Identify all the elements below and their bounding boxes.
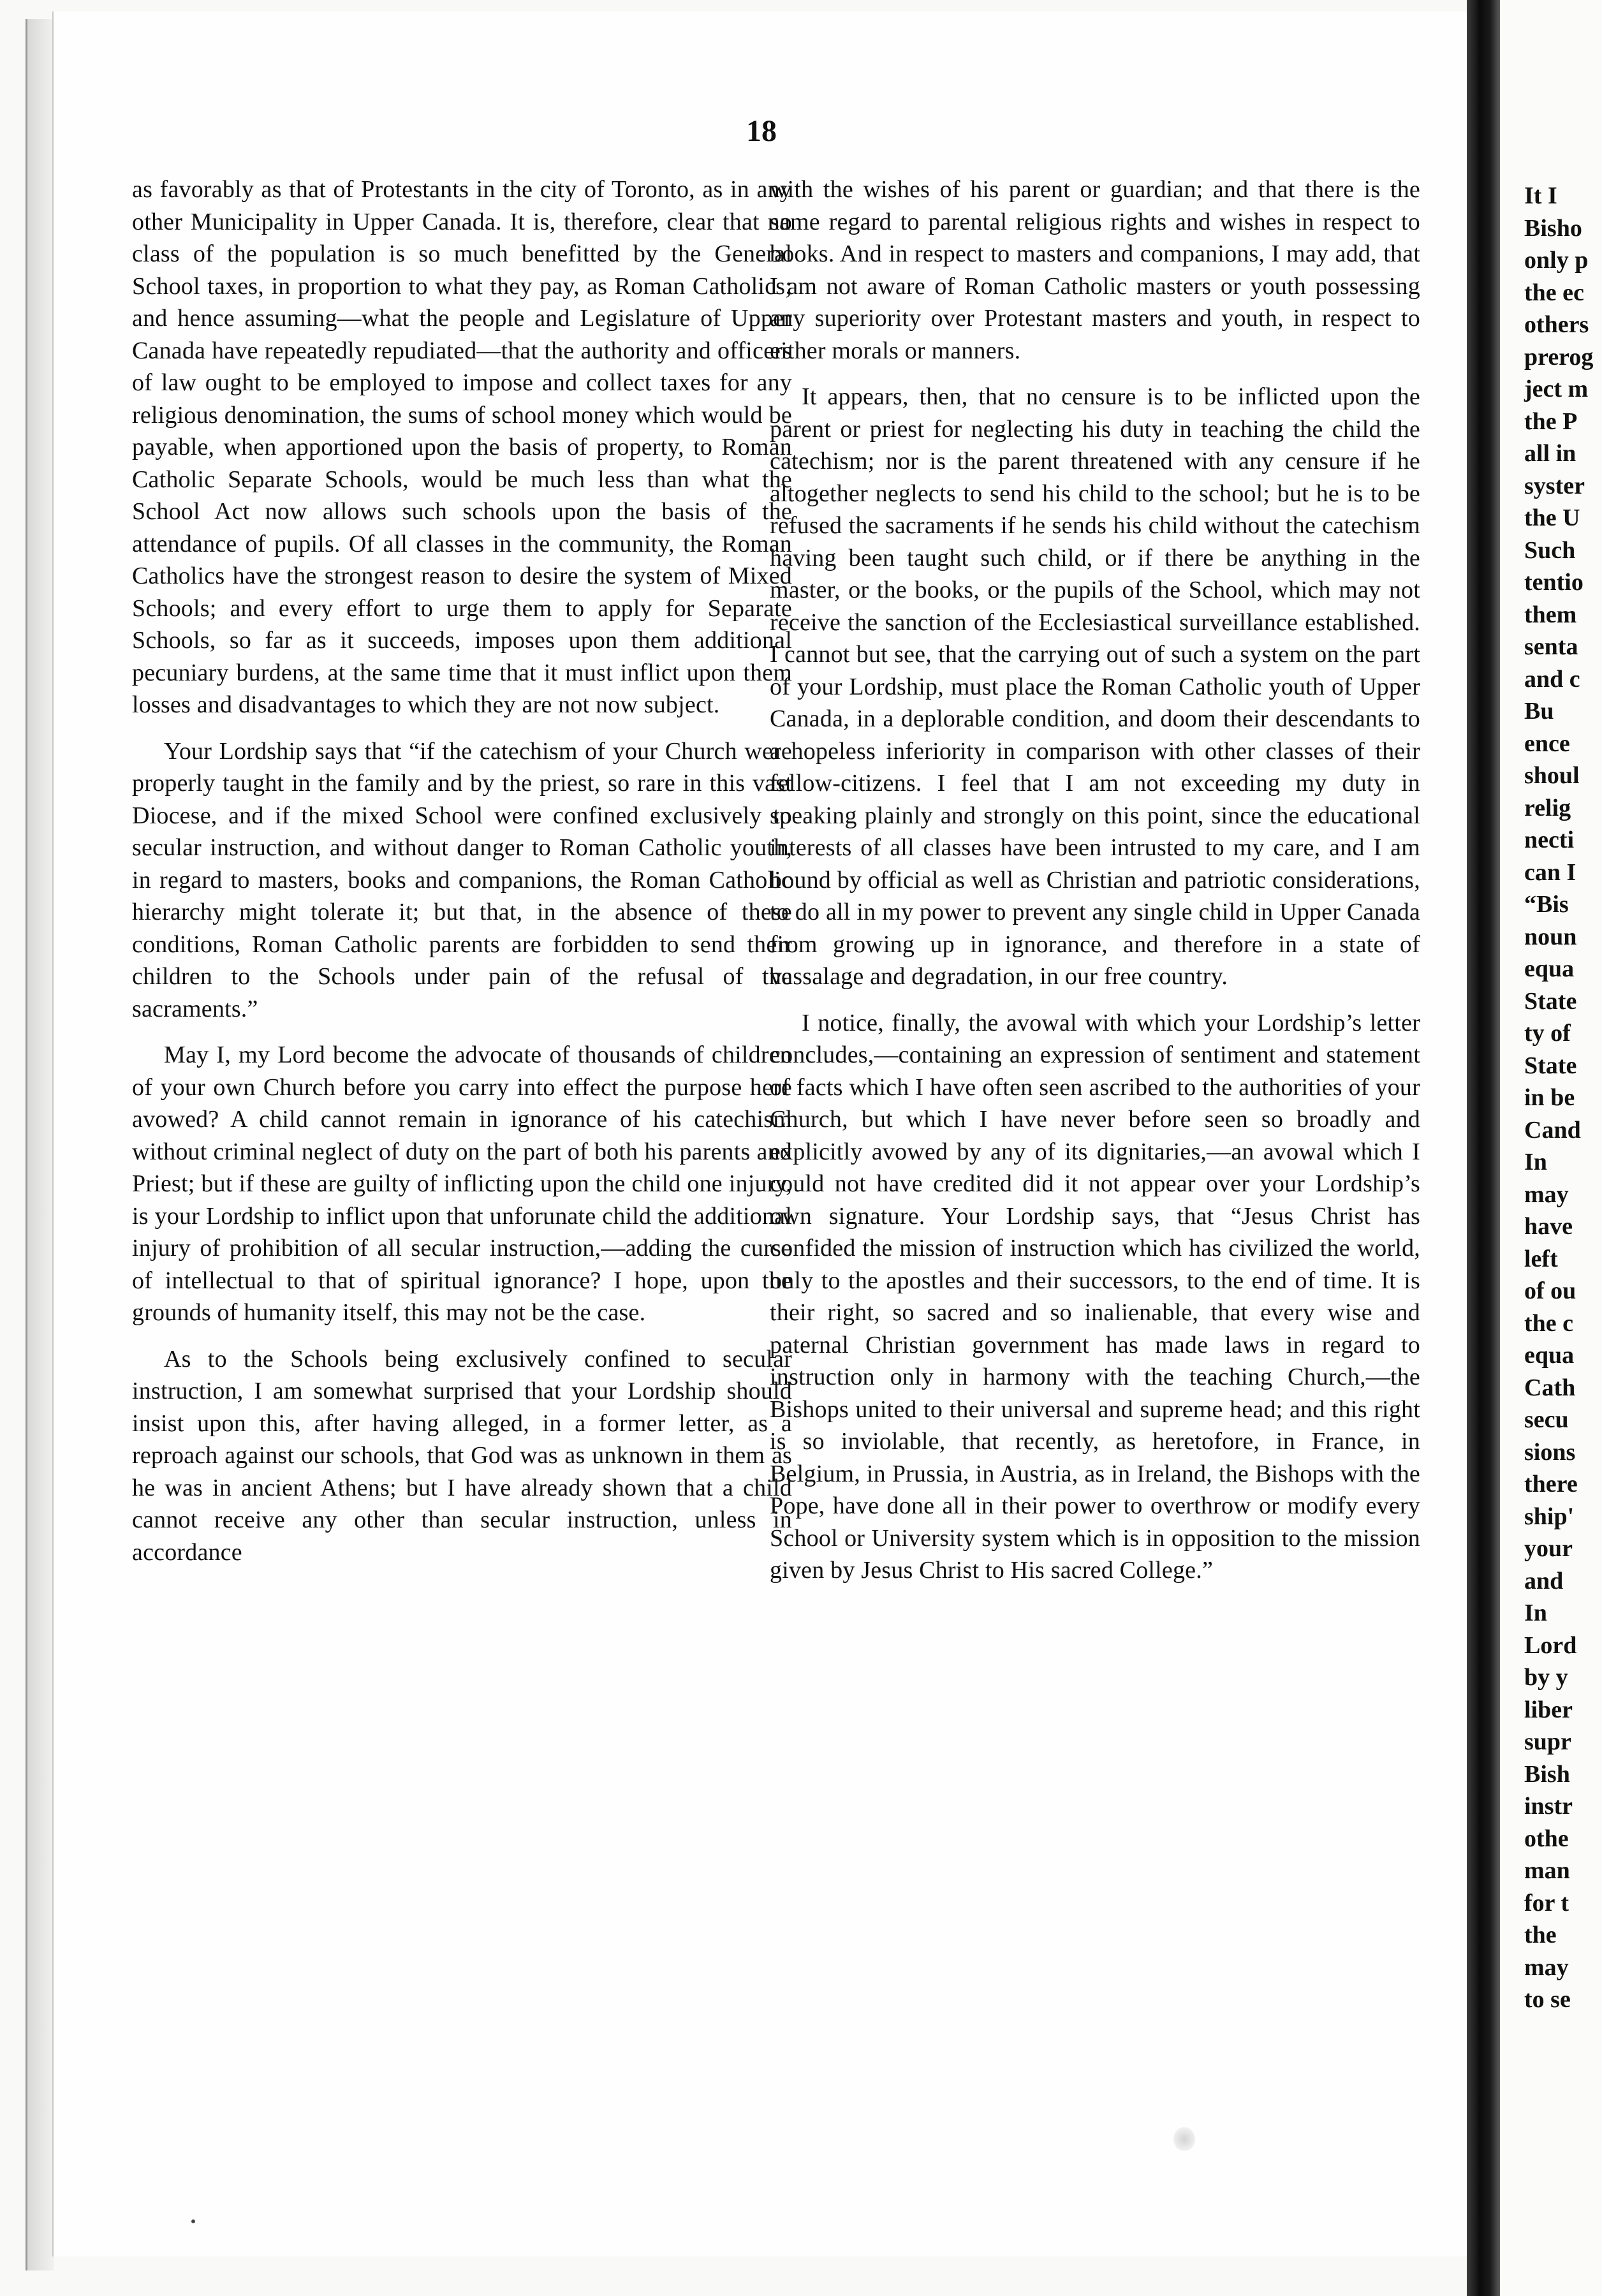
adjacent-page-line: the ec — [1524, 279, 1584, 306]
adjacent-page-line: instr — [1524, 1793, 1573, 1820]
paragraph: as favorably as that of Protestants in the city of Toronto, as in any other Municipality in Upper Canada. It is, therefore, clear that no class of the population is so much benefitted by the General School taxes, in proportion to what they pay, as Roman Catholics; and hence assuming—what the people and Legislature of Upper Canada have repeatedly repudiated—that the authority and officers of law ought to be employed to impose and collect taxes for any religious denomination, the sums of school money which would be payable, when apportioned upon the basis of property, to Roman Catholic Separate Schools, would be much less than what the School Act now allows such schools upon the basis of the attendance of pupils. Of all classes in the community, the Roman Catholics have the strongest reason to desire the system of Mixed Schools; and every effort to urge them to apply for Separate Schools, so far as it succeeds, imposes upon them additional pecuniary burdens, at the same time that it must inflict upon them losses and disadvantages to which they are not now subject. — [132, 176, 792, 718]
adjacent-page-line: left — [1524, 1245, 1558, 1272]
adjacent-page-line: sions — [1524, 1438, 1576, 1466]
adjacent-page-line: secu — [1524, 1406, 1569, 1433]
paragraph: As to the Schools being exclusively confined to secular instruction, I am somewhat surprised that your Lordship should insist upon this, after having alleged, in a former letter, as a reproach against our schools, that God was as unknown in them as he was in ancient Athens; but I have already shown that a child cannot receive any other than secular instruction, unless in accordance — [132, 1345, 792, 1566]
paragraph: May I, my Lord become the advocate of thousands of children of your own Church before you carry into effect the purpose here avowed? A child cannot remain in ignorance of his catechism without criminal neglect of duty on the part of both his parents and Priest; but if these are guilty of inflicting upon the child one injury, is your Lordship to inflict upon that unforunate child the additional injury of prohibition of all secular instruction,—adding the curse of intellectual to that of spiritual ignorance? I hope, upon the grounds of humanity itself, this may not be the case. — [132, 1041, 792, 1326]
adjacent-page-line: man — [1524, 1857, 1570, 1884]
adjacent-page-line: tentio — [1524, 569, 1584, 596]
adjacent-page-line: shoul — [1524, 762, 1580, 789]
adjacent-page-line: all in — [1524, 440, 1576, 467]
adjacent-page-line: the U — [1524, 504, 1580, 531]
adjacent-page-line: In — [1524, 1600, 1547, 1626]
ink-speck — [191, 2219, 195, 2223]
adjacent-page-line: equa — [1524, 955, 1575, 982]
paragraph: It appears, then, that no censure is to be inflicted upon the parent or priest for neglecting his duty in teaching the child the catechism; nor is the parent threatened with any censure if he altogether neglects to send his child to the school; but he is to be refused the sacraments if he sends his child without the catechism having been taught such child, or if there be anything in the master, or the books, or the pupils of the School, which may not receive the sanction of the Ecclesiastical surveillance established. I cannot but see, that the carrying out of such a system on the part of your Lordship, must place the Roman Catholic youth of Upper Canada, in a deplorable condition, and doom their descendants to a hopeless inferiority in comparison with other classes of their fellow-citizens. I feel that I am not exceeding my duty in speaking plainly and strongly on this point, since the educational interests of all classes have been intrusted to my care, and I am bound by official as well as Christian and patriotic considerations, to do all in my power to prevent any single child in Upper Canada from growing up in ignorance, and therefore in a state of vassalage and degradation, in our free country. — [770, 383, 1420, 990]
adjacent-page-line: to se — [1524, 1986, 1571, 2013]
adjacent-page-text-fragments — [1524, 180, 1602, 2016]
adjacent-page-line: may — [1524, 1954, 1569, 1981]
adjacent-page-line: It I — [1524, 182, 1557, 209]
adjacent-page-line: and — [1524, 1567, 1564, 1594]
adjacent-page-line: State — [1524, 1052, 1577, 1079]
page-gutter — [1467, 0, 1500, 2296]
paragraph: Your Lordship says that “if the catechism of your Church were properly taught in the family and by the priest, so rare in this vast Diocese, and if the mixed School were confined exclusively to secular instruction, and without danger to Roman Catholic youth, in regard to masters, books and companions, the Roman Catholic hierarchy might tolerate it; but that, in the absence of these conditions, Roman Catholic parents are forbidden to send their children to the Schools under pain of the refusal of the sacraments.” — [132, 737, 792, 1022]
adjacent-page-line: the P — [1524, 408, 1578, 435]
adjacent-page-line: Cath — [1524, 1374, 1576, 1401]
adjacent-page-line: supr — [1524, 1728, 1571, 1755]
adjacent-page-line: ence — [1524, 730, 1570, 757]
adjacent-page-line: liber — [1524, 1696, 1573, 1723]
book-binding-edge — [26, 19, 54, 2270]
adjacent-page-line: Lord — [1524, 1631, 1577, 1659]
adjacent-page-line: In — [1524, 1149, 1547, 1175]
right-text-column — [770, 173, 1420, 1601]
adjacent-page-line: your — [1524, 1535, 1573, 1562]
adjacent-page-line: may — [1524, 1181, 1569, 1208]
left-text-column — [132, 173, 792, 1582]
adjacent-page-line: ship' — [1524, 1503, 1575, 1530]
adjacent-page-line: for t — [1524, 1889, 1569, 1917]
adjacent-page-edge — [1500, 0, 1602, 2296]
adjacent-page-line: there — [1524, 1471, 1578, 1498]
adjacent-page-line: Bisho — [1524, 214, 1582, 242]
adjacent-page-line: othe — [1524, 1825, 1569, 1852]
adjacent-page-line: in be — [1524, 1084, 1575, 1111]
adjacent-page-line: can I — [1524, 858, 1576, 886]
adjacent-page-line: necti — [1524, 827, 1575, 853]
adjacent-page-line: the — [1524, 1922, 1557, 1948]
adjacent-page-line: others — [1524, 311, 1589, 338]
adjacent-page-line: of ou — [1524, 1277, 1576, 1304]
adjacent-page-line: Cand — [1524, 1116, 1581, 1144]
adjacent-page-line: prerog — [1524, 343, 1594, 371]
paragraph: with the wishes of his parent or guardian; and that there is the same regard to parental religious rights and wishes in respect to books. And in respect to masters and companions, I may add, that I am not aware of Roman Catholic masters or youth possessing any superiority over Protestant masters and youth, in respect to either morals or manners. — [770, 176, 1420, 364]
adjacent-page-line: and c — [1524, 665, 1580, 693]
adjacent-page-line: ject m — [1524, 376, 1589, 402]
adjacent-page-line: by y — [1524, 1664, 1568, 1691]
adjacent-page-line: Bu — [1524, 698, 1554, 725]
adjacent-page-line: Such — [1524, 536, 1576, 564]
adjacent-page-line: noun — [1524, 923, 1577, 950]
adjacent-page-line: “Bis — [1524, 891, 1569, 918]
adjacent-page-line: equa — [1524, 1342, 1575, 1369]
adjacent-page-line: have — [1524, 1213, 1573, 1240]
adjacent-page-line: syster — [1524, 472, 1585, 499]
paragraph: I notice, finally, the avowal with which your Lordship’s letter concludes,—containing an expression of sentiment and statement of facts which I have often seen ascribed to the authorities of your Church, but which I have never before seen so broadly and explicitly avowed by any of its dignitaries,—an avowal which I could not have credited did it not appear over your Lordship’s own signature. Your Lordship says, that “Jesus Christ has confided the mission of instruction which has civilized the world, only to the apostles and their successors, to the end of time. It is their right, so sacred and so inalienable, that every wise and paternal Christian government has made laws in regard to instruction only in harmony with the teaching Church,—the Bishops united to their universal and supreme head; and this right is so inviolable, that recently, as heretofore, in France, in Belgium, in Prussia, in Austria, as in Ireland, the Bishops with the Pope, have done all in their power to overthrow or modify every School or University system which is in opposition to the mission given by Jesus Christ to His sacred College.” — [770, 1009, 1420, 1584]
adjacent-page-line: State — [1524, 987, 1577, 1015]
adjacent-page-line: senta — [1524, 633, 1578, 660]
adjacent-page-line: them — [1524, 601, 1577, 628]
ink-smudge — [1173, 2127, 1195, 2151]
adjacent-page-line: ty of — [1524, 1020, 1571, 1047]
adjacent-page-line: Bish — [1524, 1760, 1570, 1788]
adjacent-page-line: only p — [1524, 247, 1589, 274]
page-number: 18 — [746, 114, 777, 148]
adjacent-page-line: relig — [1524, 794, 1571, 821]
adjacent-page-line: the c — [1524, 1309, 1574, 1337]
